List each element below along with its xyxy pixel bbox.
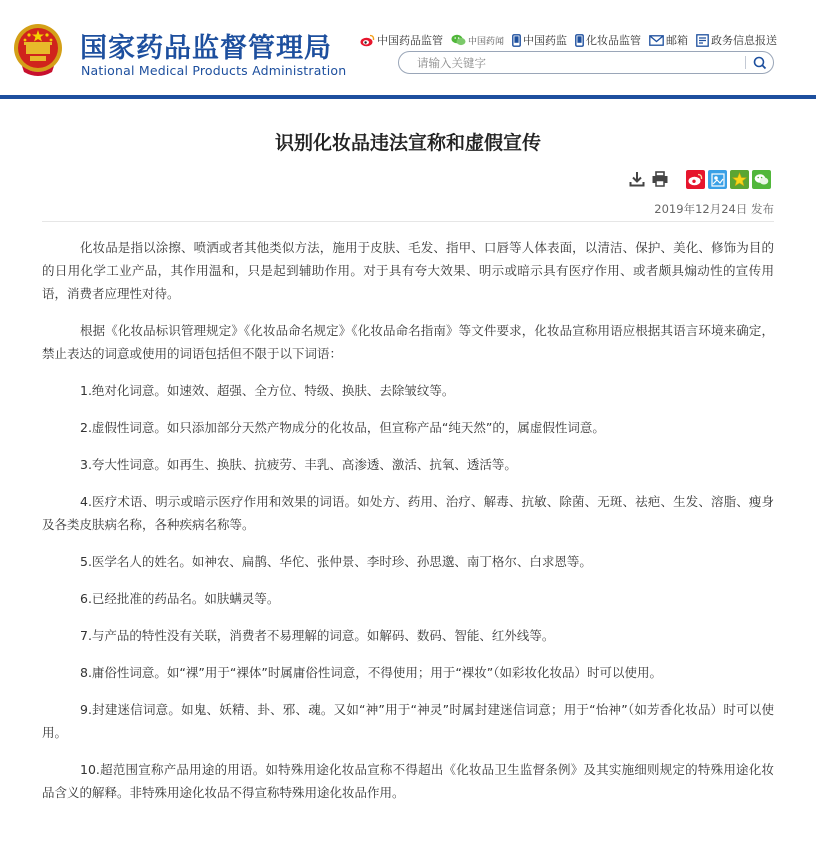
link-mail[interactable]: [649, 32, 688, 48]
share-favorite-button[interactable]: [730, 170, 749, 189]
link-weibo[interactable]: [360, 32, 443, 48]
link-report-label: 政务信息报送: [711, 34, 778, 47]
download-icon[interactable]: [628, 170, 646, 188]
search-divider: [745, 56, 746, 69]
list-item: 6.已经批准的药品名。如肤螨灵等。: [80, 591, 280, 606]
site-header: [0, 0, 816, 95]
star-icon: [732, 172, 747, 187]
article-paragraph: 根据《化妆品标识管理规定》《化妆品命名规定》《化妆品命名指南》等文件要求，化妆品宣称用语应根据其语言环境来确定，禁止表达的词意或使用的词语包括但不限于以下词语：: [42, 323, 774, 361]
article-paragraph: 化妆品是指以涂擦、喷洒或者其他类似方法，施用于皮肤、毛发、指甲、口唇等人体表面，以清洁、保护、美化、修饰为目的的日用化学工业产品，其作用温和，只是起到辅助作用。对于具有夸大效果、明示或暗示具有医疗作用、或者颇具煽动性的宣传用语，消费者应理性对待。: [42, 240, 774, 301]
search-box: [398, 51, 774, 74]
link-report[interactable]: [696, 32, 777, 48]
search-icon[interactable]: [751, 54, 769, 72]
mobile-icon: [575, 34, 584, 47]
share-wechat-button[interactable]: [752, 170, 771, 189]
national-emblem-icon: [12, 22, 64, 78]
list-item: 8.庸俗性词意。如“裸”用于“裸体”时属庸俗性词意，不得使用；用于“裸妆”（如彩妆化妆品）时可以使用。: [80, 665, 663, 680]
link-mobile-yaojian[interactable]: [512, 32, 567, 48]
site-title-cn[interactable]: 国家药品监督管理局: [80, 33, 332, 64]
qzone-icon: [711, 173, 725, 187]
list-item: 3.夸大性词意。如再生、换肤、抗疲劳、丰乳、高渗透、激活、抗氧、透活等。: [80, 457, 517, 472]
weibo-icon: [688, 173, 703, 186]
top-links: [360, 31, 785, 49]
print-icon[interactable]: [651, 170, 669, 188]
mail-icon: [649, 35, 664, 46]
wechat-icon: [451, 34, 466, 46]
site-title-en[interactable]: National Medical Products Administration: [81, 63, 347, 78]
link-mobile-cosmetics-label: 化妆品监管: [586, 34, 642, 47]
report-icon: [696, 34, 709, 47]
list-item: 9.封建迷信词意。如鬼、妖精、卦、邪、魂。又如“神”用于“神灵”时属封建迷信词意；用于“怡神”（如芳香化妆品）时可以使用。: [42, 702, 774, 740]
list-item: 5.医学名人的姓名。如神农、扁鹊、华佗、张仲景、李时珍、孙思邈、南丁格尔、白求恩等。: [80, 554, 592, 569]
list-item: 10.超范围宣称产品用途的用语。如特殊用途化妆品宣称不得超出《化妆品卫生监督条例》及其实施细则规定的特殊用途化妆品含义的解释。非特殊用途化妆品不得宣称特殊用途化妆品作用。: [42, 762, 774, 800]
link-weibo-label: 中国药品监管: [377, 34, 443, 47]
list-item: 4.医疗术语、明示或暗示医疗作用和效果的词语。如处方、药用、治疗、解毒、抗敏、除菌、无斑、祛疤、生发、溶脂、瘦身及各类皮肤病名称，各种疾病名称等。: [42, 494, 774, 532]
publish-info: [654, 201, 774, 217]
content-divider: [42, 221, 774, 222]
weibo-icon: [360, 34, 375, 47]
page-title: 识别化妆品违法宣称和虚假宣传: [274, 132, 541, 154]
share-weibo-button[interactable]: [686, 170, 705, 189]
link-wechat[interactable]: [451, 34, 504, 47]
article-body: [42, 236, 774, 818]
list-item: 1.绝对化词意。如速效、超强、全方位、特级、换肤、去除皱纹等。: [80, 383, 455, 398]
link-mobile-yaojian-label: 中国药监: [523, 34, 568, 47]
mobile-icon: [512, 34, 521, 47]
search-input[interactable]: [417, 55, 737, 70]
wechat-icon: [754, 173, 769, 186]
publish-date: 2019年12月24日: [654, 202, 748, 216]
header-divider: [0, 95, 816, 99]
publish-label: 发布: [751, 202, 774, 216]
list-item: 2.虚假性词意。如只添加部分天然产物成分的化妆品，但宣称产品“纯天然”的，属虚假性词意。: [80, 420, 605, 435]
link-wechat-label: 中国药闻: [468, 36, 505, 47]
list-item: 7.与产品的特性没有关联，消费者不易理解的词意。如解码、数码、智能、红外线等。: [80, 628, 555, 643]
link-mobile-cosmetics[interactable]: [575, 32, 641, 48]
link-mail-label: 邮箱: [666, 34, 689, 47]
share-qzone-button[interactable]: [708, 170, 727, 189]
